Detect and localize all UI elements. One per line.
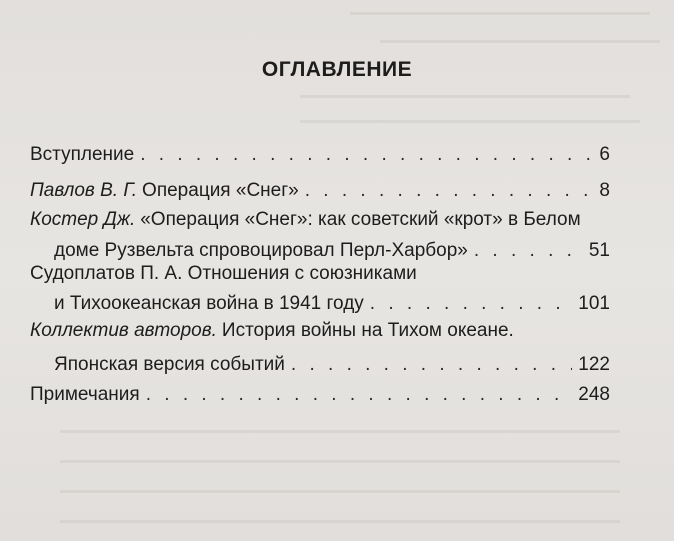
toc-entry-notes[interactable] [30,383,610,407]
entry-title: Вступление [30,144,135,165]
dot-leader [305,179,594,203]
entry-title-line-2: и Тихоокеанская война в 1941 году [54,293,364,314]
dot-leader [140,143,593,167]
toc-entry-pavlov[interactable] [30,179,610,203]
dot-leader [146,383,573,407]
dot-leader [474,239,583,263]
entry-title-line-2: Японская версия событий [54,354,285,375]
entry-author: Коллектив авторов. [30,320,217,341]
entry-author: Павлов В. Г. [30,180,138,201]
entry-author: Костер Дж. [30,209,136,230]
dot-leader [291,353,572,377]
page-number: 101 [578,293,610,314]
toc-entry-collective[interactable] [30,319,610,377]
page-number: 248 [578,384,610,405]
page-number: 6 [599,144,610,165]
toc-title: ОГЛАВЛЕНИЕ [261,58,413,81]
entry-title: Примечания [30,384,140,405]
page-number: 122 [578,354,610,375]
toc-entry-introduction[interactable] [30,143,610,167]
toc-entry-sudoplatov[interactable] [30,262,610,316]
entry-title-line-1: «Операция «Снег»: как советский «крот» в Белом [140,209,581,230]
entry-title: Операция «Снег» [142,180,299,201]
page-number: 51 [588,240,610,261]
page-number: 8 [599,180,610,201]
entry-title-line-2: доме Рузвельта спровоцировал Перл-Харбор» [54,240,468,261]
dot-leader [370,292,573,316]
entry-title-line-1: История войны на Тихом океане. [221,320,514,341]
toc-entry-koster[interactable] [30,208,610,263]
entry-title-line-1: Судоплатов П. А. Отношения с союзниками [30,263,417,284]
